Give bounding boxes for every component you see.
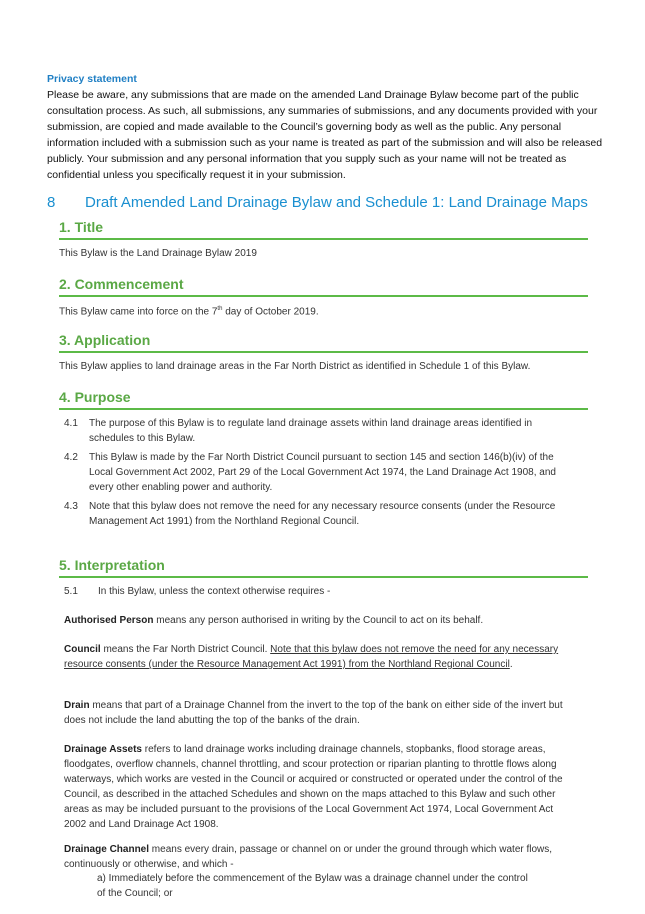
title-rule bbox=[59, 238, 588, 240]
purpose-item bbox=[64, 416, 564, 446]
definition-term: Drainage Channel bbox=[64, 844, 150, 855]
interpretation-intro-text: In this Bylaw, unless the context otherwise requires - bbox=[98, 586, 331, 597]
commencement-text-before: This Bylaw came into force on the 7 bbox=[59, 306, 218, 318]
definition-term: Council bbox=[64, 644, 101, 655]
commencement-rule bbox=[59, 295, 588, 297]
definition-text: means any person authorised in writing by the Council to act on its behalf. bbox=[153, 615, 484, 626]
commencement-sup: th bbox=[217, 306, 223, 312]
purpose-item-number: 4.3 bbox=[64, 501, 78, 512]
definition-sub-item: a) Immediately before the commencement of the Bylaw was a drainage channel under the control of the Council; or bbox=[97, 873, 528, 899]
title-text: This Bylaw is the Land Drainage Bylaw 2019 bbox=[59, 248, 257, 259]
application-text: This Bylaw applies to land drainage areas in the Far North District as identified in Schedule 1 of this Bylaw. bbox=[59, 361, 531, 372]
commencement-heading: 2. Commencement bbox=[59, 276, 184, 292]
purpose-item-number: 4.1 bbox=[64, 418, 78, 429]
section-heading bbox=[47, 194, 588, 211]
commencement-text bbox=[59, 302, 579, 319]
interpretation-intro-number: 5.1 bbox=[64, 586, 78, 597]
privacy-statement-title: Privacy statement bbox=[47, 73, 137, 85]
purpose-item-text: The purpose of this Bylaw is to regulate land drainage assets within land drainage areas identified in schedules to this Bylaw. bbox=[89, 418, 533, 444]
section-title: Draft Amended Land Drainage Bylaw and Schedule 1: Land Drainage Maps bbox=[85, 194, 588, 211]
commencement-text-after: day of October 2019. bbox=[222, 306, 319, 318]
definition-council-note: Note that this bylaw does not remove the need for any necessary resource consents (under the Resource Management Act 1991) from the Northland Regional Council bbox=[64, 644, 559, 670]
definition-term: Drain bbox=[64, 700, 90, 711]
definition-drain bbox=[64, 698, 564, 728]
definition-drainage-channel bbox=[64, 842, 564, 872]
section-number: 8 bbox=[47, 194, 56, 211]
application-rule bbox=[59, 351, 588, 353]
definition-council bbox=[64, 642, 564, 672]
purpose-item-number: 4.2 bbox=[64, 452, 78, 463]
purpose-rule bbox=[59, 408, 588, 410]
application-heading: 3. Application bbox=[59, 332, 151, 348]
purpose-item bbox=[64, 450, 564, 495]
purpose-item-text: This Bylaw is made by the Far North District Council pursuant to section 145 and section 146(b)(iv) of the Local Government Act 2002, Part 29 of the Local Government Act 1974, the Land Drainage Act 1908, and every other enabling power and authority. bbox=[89, 452, 556, 493]
purpose-item bbox=[64, 499, 564, 529]
definition-term: Drainage Assets bbox=[64, 744, 142, 755]
definition-drainage-assets bbox=[64, 742, 564, 832]
interpretation-heading: 5. Interpretation bbox=[59, 557, 165, 573]
definition-authorised-person bbox=[64, 613, 564, 628]
definition-text: means every drain, passage or channel on or under the ground through which water flows, continuously or otherwise, and which - bbox=[64, 844, 553, 870]
definition-term: Authorised Person bbox=[64, 615, 154, 626]
definition-text: refers to land drainage works including drainage channels, stopbanks, flood storage areas, floodgates, overflow channels, channel throttling, and scour protection or riparian planting to throttle flows along waterways, which works are vested in the Council or acquired or constructed or operated under the control of the Council, as described in the attached Schedules and shown on the maps attached to this Bylaw and such other areas as may be included pursuant to the provisions of the Local Government Act 1974, Local Government Act 2002 and Land Drainage Act 1908. bbox=[64, 744, 563, 830]
interpretation-rule bbox=[59, 576, 588, 578]
definition-text: means that part of a Drainage Channel from the invert to the top of the bank on either side of the invert but does not include the land abutting the top of the banks of the drain. bbox=[64, 700, 563, 726]
purpose-heading: 4. Purpose bbox=[59, 389, 131, 405]
definition-text-end: . bbox=[509, 659, 513, 670]
privacy-statement-body: Please be aware, any submissions that are made on the amended Land Drainage Bylaw become part of the public consultation process. As such, all submissions, any summaries of submissions, and any documents provided with your submission, are copied and made available to the Council’s governing body as well as the public. Any personal information included with a submission such as your name is treated as part of the submission and will also be released publicly. Your submission and any personal information that you supply such as your name will not be treated as confidential unless you specifically request it in your submission. bbox=[47, 89, 603, 181]
title-heading: 1. Title bbox=[59, 219, 104, 235]
interpretation-intro bbox=[64, 584, 564, 599]
purpose-item-text: Note that this bylaw does not remove the need for any necessary resource consents (under the Resource Management Act 1991) from the Northland Regional Council. bbox=[89, 501, 556, 527]
definition-text: means the Far North District Council. bbox=[100, 644, 271, 655]
